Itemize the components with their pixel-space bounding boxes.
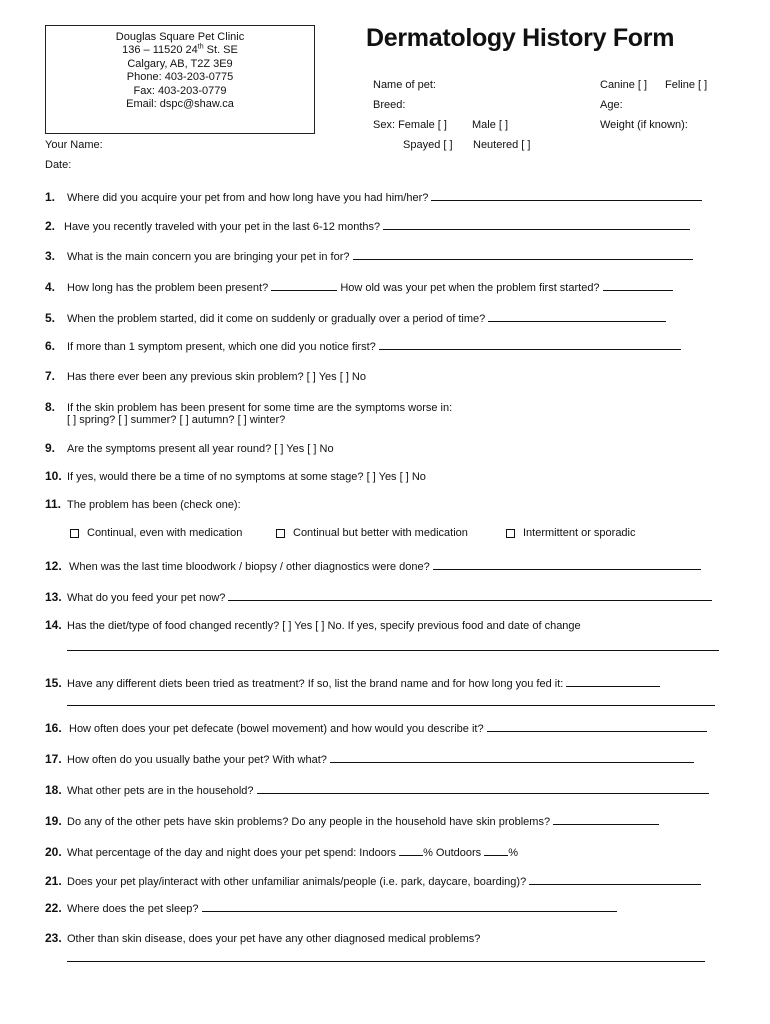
question-9	[45, 441, 334, 455]
answer-blank[interactable]	[379, 339, 681, 350]
question-10	[45, 469, 426, 483]
canine-checkbox[interactable]: Canine [ ]	[600, 79, 648, 91]
answer-blank[interactable]	[603, 280, 673, 291]
question-13	[45, 590, 712, 604]
question-text: Where does the pet sleep?	[67, 903, 199, 915]
answer-blank[interactable]	[383, 219, 690, 230]
question-number: 23.	[45, 931, 62, 945]
answer-blank[interactable]	[202, 901, 617, 912]
question-number: 14.	[45, 618, 62, 632]
indoors-percent-blank[interactable]	[399, 845, 423, 856]
clinic-fax: Fax: 403-203-0779	[133, 84, 227, 97]
question-number: 4.	[45, 280, 56, 294]
clinic-address	[46, 44, 314, 57]
neutered-checkbox[interactable]: Neutered [ ]	[473, 139, 531, 151]
question-number: 20.	[45, 845, 62, 859]
option-continual-better[interactable]	[276, 527, 468, 539]
question-number: 6.	[45, 339, 56, 353]
percent-sign: %	[508, 847, 519, 859]
date-field[interactable]: Date:	[45, 159, 72, 171]
owner-name-field[interactable]: Your Name:	[45, 139, 103, 151]
question-17	[45, 752, 694, 766]
question-text: If the skin problem has been present for some time are the symptoms worse in:	[67, 402, 453, 414]
question-21	[45, 874, 701, 888]
question-text: Have you recently traveled with your pet in the last 6-12 months?	[64, 221, 381, 233]
question-number: 7.	[45, 369, 56, 383]
question-2	[45, 219, 690, 233]
question-11	[45, 497, 241, 511]
spayed-checkbox[interactable]: Spayed [ ]	[403, 139, 453, 151]
option-label: Continual, even with medication	[87, 527, 243, 539]
sex-female-checkbox[interactable]: Sex: Female [ ]	[373, 119, 447, 131]
answer-blank[interactable]	[529, 874, 701, 885]
answer-blank[interactable]	[487, 721, 707, 732]
question-text: Other than skin disease, does your pet have any other diagnosed medical problems?	[67, 933, 481, 945]
question-number: 17.	[45, 752, 62, 766]
question-6	[45, 339, 681, 353]
answer-blank[interactable]	[566, 676, 660, 687]
weight-field[interactable]: Weight (if known):	[600, 119, 688, 131]
question-4	[45, 280, 673, 294]
question-text: What do you feed your pet now?	[67, 592, 226, 604]
question-text: Has the diet/type of food changed recently? [ ] Yes [ ] No. If yes, specify previous food and date of change	[67, 620, 581, 632]
question-text: Does your pet play/interact with other unfamiliar animals/people (i.e. park, daycare, boarding)?	[67, 876, 527, 888]
question-number: 15.	[45, 676, 62, 690]
question-number: 19.	[45, 814, 62, 828]
answer-blank[interactable]	[353, 249, 693, 260]
answer-blank[interactable]	[330, 752, 694, 763]
checkbox-icon[interactable]	[506, 529, 515, 538]
answer-blank[interactable]	[431, 190, 702, 201]
question-number: 18.	[45, 783, 62, 797]
question-14	[45, 618, 581, 632]
question-18	[45, 783, 709, 797]
question-number: 12.	[45, 559, 62, 573]
question-text: The problem has been (check one):	[67, 499, 241, 511]
question-number: 22.	[45, 901, 62, 915]
question-text-part-2: % Outdoors	[423, 847, 482, 859]
question-1	[45, 190, 702, 204]
clinic-address-suffix: th	[197, 43, 204, 51]
option-intermittent[interactable]	[506, 527, 636, 539]
question-19	[45, 814, 659, 828]
question-3	[45, 249, 693, 263]
question-8	[45, 400, 452, 414]
clinic-address-street: St. SE	[203, 44, 238, 57]
age-field[interactable]: Age:	[600, 99, 623, 111]
question-text: Has there ever been any previous skin problem? [ ] Yes [ ] No	[67, 371, 366, 383]
question-text: Do any of the other pets have skin problems? Do any people in the household have skin problems?	[67, 816, 551, 828]
question-text: When the problem started, did it come on suddenly or gradually over a period of time?	[67, 313, 486, 325]
question-text: Where did you acquire your pet from and how long have you had him/her?	[67, 192, 429, 204]
answer-blank[interactable]	[433, 559, 701, 570]
answer-line[interactable]	[67, 650, 719, 651]
question-number: 8.	[45, 400, 56, 414]
question-number: 11.	[45, 497, 62, 511]
sex-male-checkbox[interactable]: Male [ ]	[472, 119, 509, 131]
answer-blank[interactable]	[553, 814, 659, 825]
question-number: 16.	[45, 721, 62, 735]
question-text: Have any different diets been tried as treatment? If so, list the brand name and for how long you fed it:	[67, 678, 564, 690]
option-continual-with-medication[interactable]	[70, 527, 242, 539]
outdoors-percent-blank[interactable]	[484, 845, 508, 856]
question-text: Are the symptoms present all year round? [ ] Yes [ ] No	[67, 443, 334, 455]
question-number: 10.	[45, 469, 62, 483]
question-text-part-2: How old was your pet when the problem first started?	[340, 282, 600, 294]
question-number: 21.	[45, 874, 62, 888]
question-7	[45, 369, 366, 383]
question-number: 5.	[45, 311, 56, 325]
question-text: When was the last time bloodwork / biopsy / other diagnostics were done?	[69, 561, 430, 573]
question-22	[45, 901, 617, 915]
question-text: What is the main concern you are bringing your pet in for?	[67, 251, 350, 263]
question-number: 3.	[45, 249, 56, 263]
question-15	[45, 676, 660, 690]
breed-field[interactable]: Breed:	[373, 99, 406, 111]
question-5	[45, 311, 666, 325]
question-number: 9.	[45, 441, 56, 455]
clinic-phone: Phone: 403-203-0775	[126, 71, 234, 84]
clinic-name: Douglas Square Pet Clinic	[115, 31, 245, 43]
clinic-email: Email: dspc@shaw.ca	[126, 98, 234, 111]
answer-blank[interactable]	[271, 280, 337, 291]
question-text: How often does your pet defecate (bowel movement) and how would you describe it?	[69, 723, 484, 735]
answer-line[interactable]	[67, 961, 705, 962]
answer-line[interactable]	[67, 705, 715, 706]
clinic-city: Calgary, AB, T2Z 3E9	[127, 57, 233, 70]
pet-name-field[interactable]: Name of pet:	[373, 79, 436, 91]
checkbox-icon[interactable]	[70, 529, 79, 538]
question-text: What percentage of the day and night does your pet spend: Indoors	[67, 847, 397, 859]
option-label: Continual but better with medication	[293, 527, 468, 539]
checkbox-icon[interactable]	[276, 529, 285, 538]
option-label: Intermittent or sporadic	[523, 527, 636, 539]
answer-blank[interactable]	[228, 590, 712, 601]
answer-blank[interactable]	[488, 311, 666, 322]
clinic-info-box	[45, 25, 315, 134]
question-16	[45, 721, 707, 735]
question-number: 1.	[45, 190, 56, 204]
question-text: If yes, would there be a time of no symptoms at some stage? [ ] Yes [ ] No	[67, 471, 426, 483]
question-12	[45, 559, 701, 573]
question-text: How often do you usually bathe your pet? With what?	[67, 754, 327, 766]
question-number: 13.	[45, 590, 62, 604]
question-20	[45, 845, 518, 859]
question-number: 2.	[45, 219, 56, 233]
answer-blank[interactable]	[257, 783, 709, 794]
clinic-address-number: 136 – 11520 24	[122, 44, 198, 57]
question-text: If more than 1 symptom present, which one did you notice first?	[67, 341, 376, 353]
question-text: What other pets are in the household?	[67, 785, 254, 797]
page-title: Dermatology History Form	[366, 24, 675, 52]
question-text: How long has the problem been present?	[67, 282, 269, 294]
season-options[interactable]: [ ] spring? [ ] summer? [ ] autumn? [ ] winter?	[67, 414, 286, 426]
question-23	[45, 931, 480, 945]
feline-checkbox[interactable]: Feline [ ]	[665, 79, 708, 91]
